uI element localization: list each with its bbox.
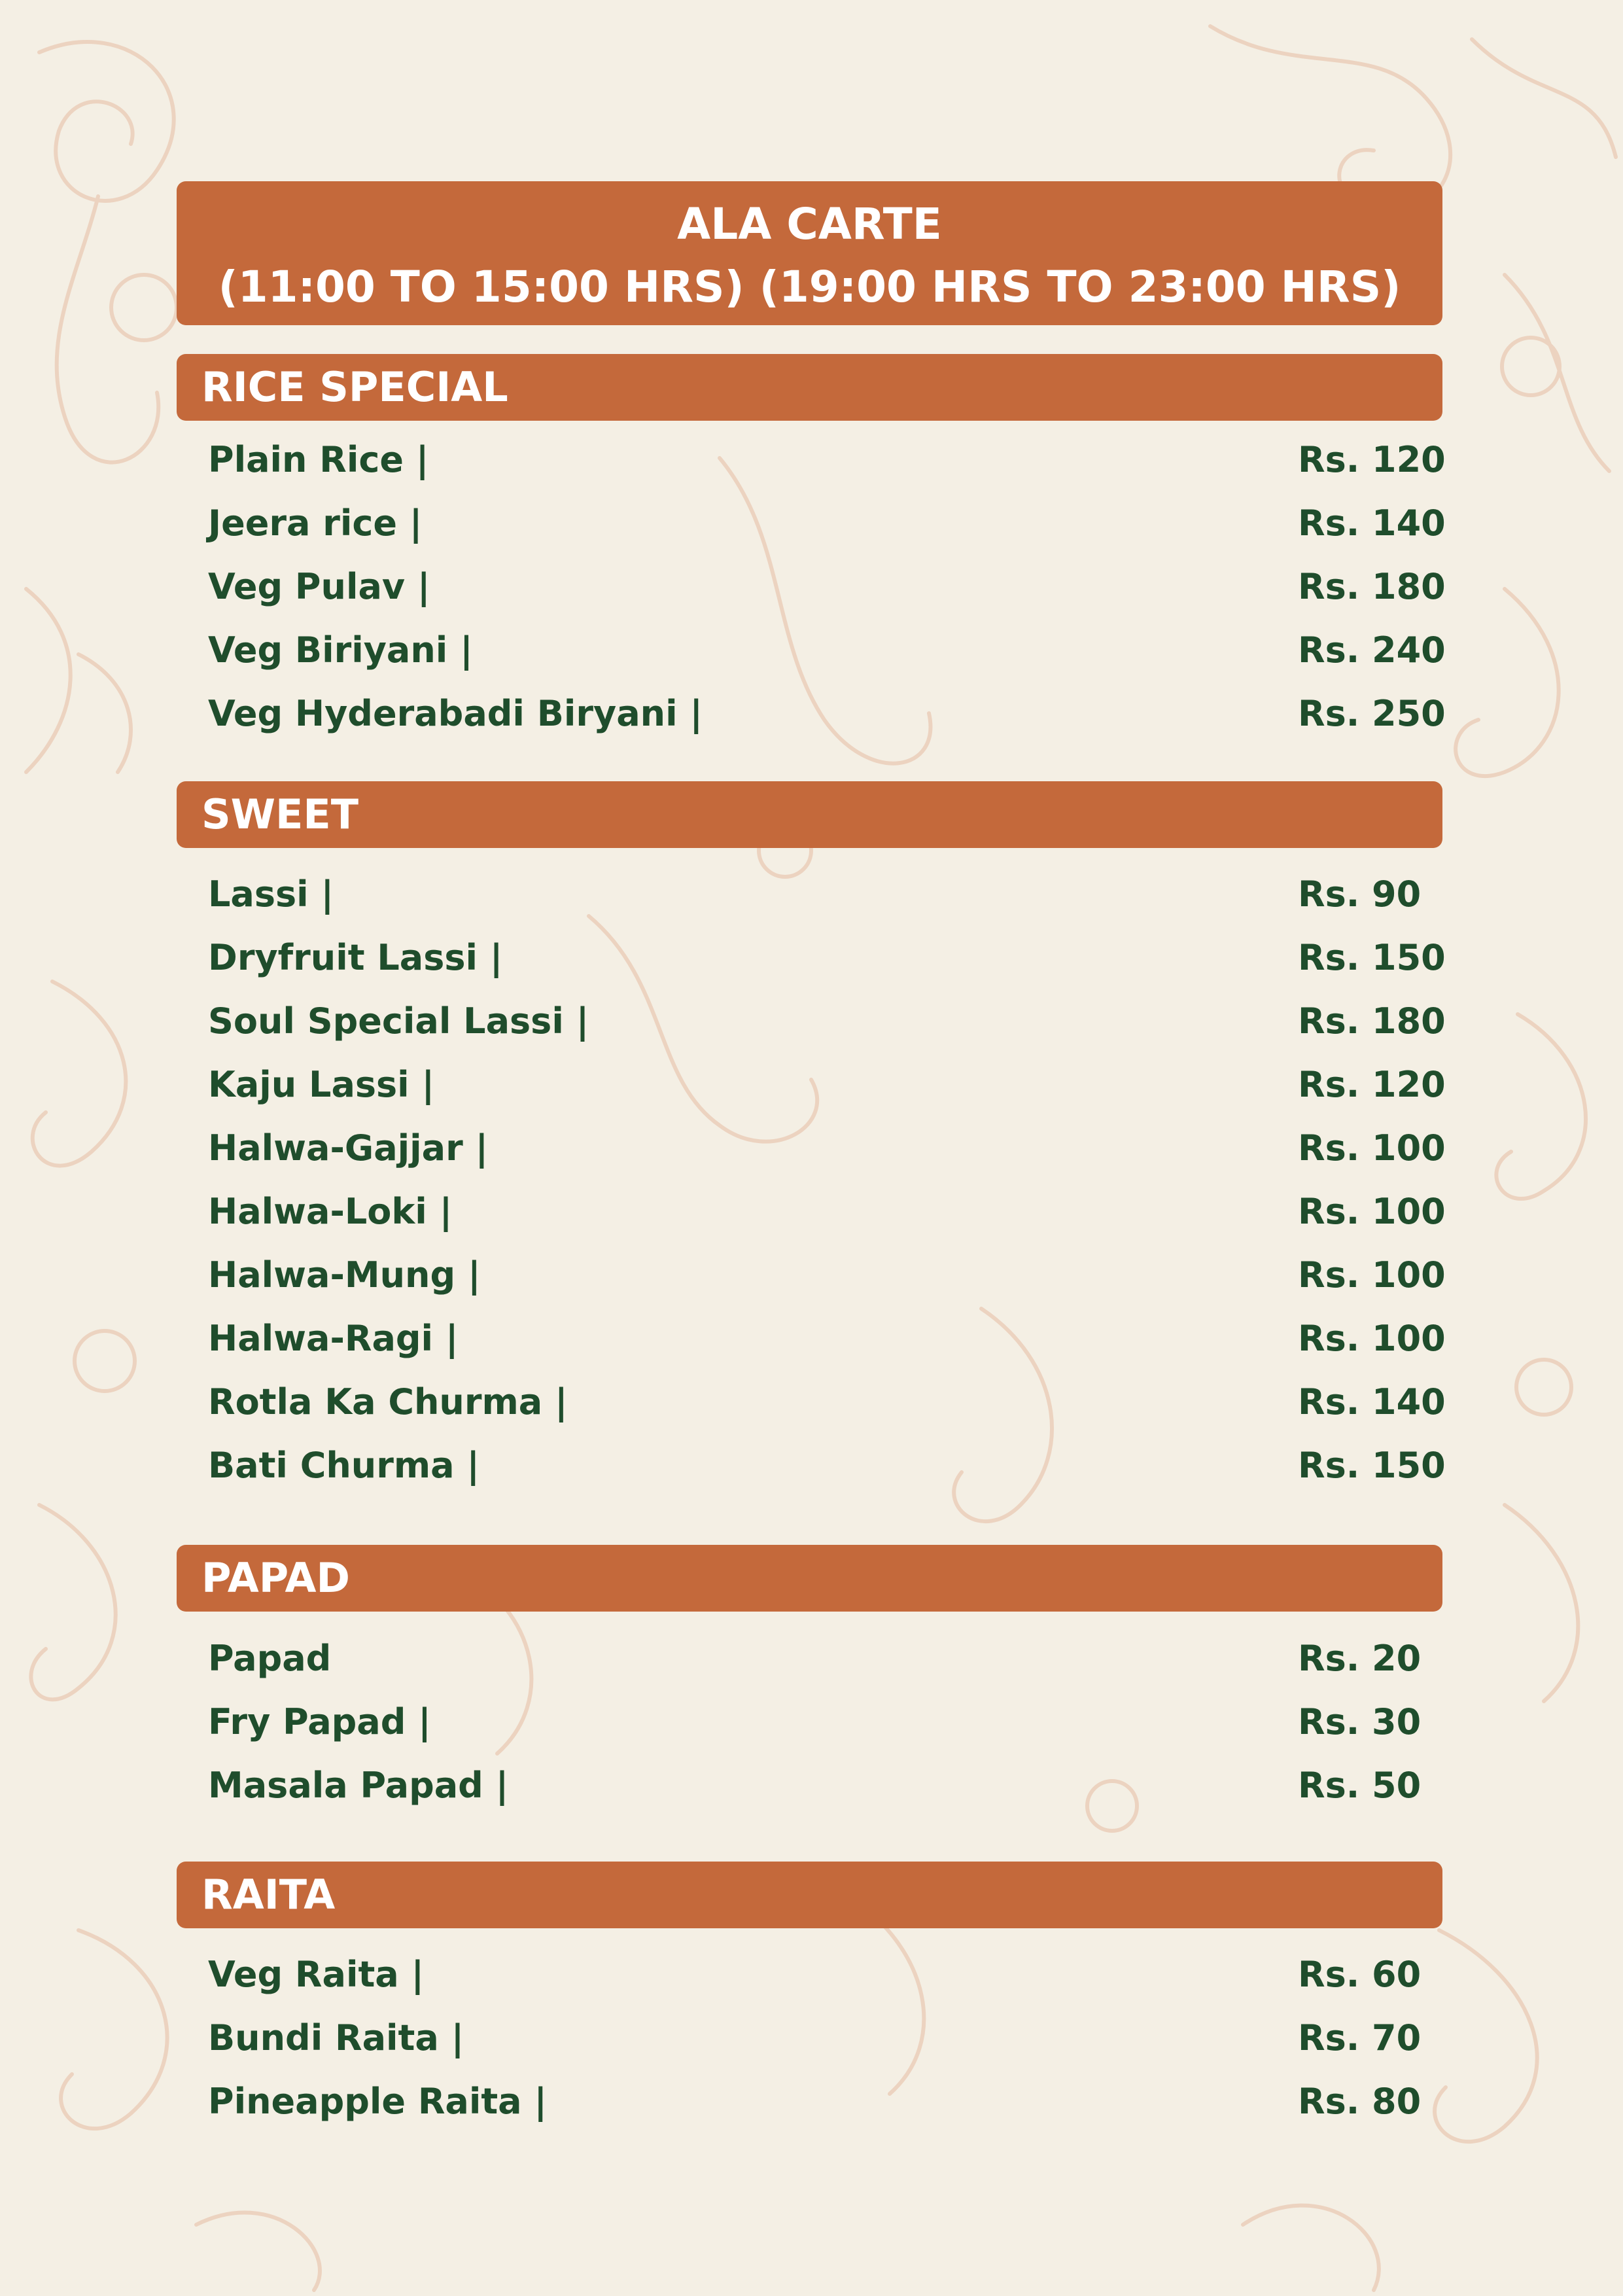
menu-item bbox=[208, 862, 1422, 926]
item-price: Rs. 100 bbox=[1298, 1254, 1446, 1296]
item-name: Halwa-Mung | bbox=[208, 1254, 481, 1296]
item-name: Bati Churma | bbox=[208, 1445, 480, 1486]
item-price: Rs. 180 bbox=[1298, 1000, 1446, 1042]
item-price: Rs. 50 bbox=[1298, 1765, 1422, 1806]
category-header-papad: PAPAD bbox=[177, 1545, 1442, 1612]
menu-item bbox=[208, 1690, 1422, 1754]
menu-item bbox=[208, 618, 1446, 682]
item-name: Veg Raita | bbox=[208, 1954, 425, 1995]
menu-item bbox=[208, 1307, 1446, 1370]
item-name: Bundi Raita | bbox=[208, 2017, 464, 2058]
category-header-raita: RAITA bbox=[177, 1862, 1442, 1928]
menu-item bbox=[208, 1116, 1446, 1180]
item-name: Soul Special Lassi | bbox=[208, 1000, 589, 1042]
item-price: Rs. 140 bbox=[1298, 1381, 1446, 1422]
item-name: Veg Biriyani | bbox=[208, 629, 473, 671]
item-price: Rs. 180 bbox=[1298, 566, 1446, 607]
item-name: Halwa-Loki | bbox=[208, 1191, 453, 1232]
menu-item bbox=[208, 2006, 1422, 2070]
item-price: Rs. 100 bbox=[1298, 1191, 1446, 1232]
menu-item bbox=[208, 989, 1446, 1053]
item-name: Halwa-Gajjar | bbox=[208, 1127, 489, 1169]
item-price: Rs. 250 bbox=[1298, 693, 1446, 734]
item-name: Rotla Ka Churma | bbox=[208, 1381, 568, 1422]
item-name: Papad bbox=[208, 1638, 332, 1679]
menu-hours: (11:00 TO 15:00 HRS) (19:00 HRS TO 23:00 HRS) bbox=[218, 262, 1401, 312]
menu-item bbox=[208, 1370, 1446, 1434]
item-name: Plain Rice | bbox=[208, 439, 429, 480]
item-name: Pineapple Raita | bbox=[208, 2081, 548, 2122]
item-name: Masala Papad | bbox=[208, 1765, 509, 1806]
item-name: Lassi | bbox=[208, 874, 334, 915]
menu-title-banner bbox=[177, 181, 1442, 325]
menu-title: ALA CARTE bbox=[677, 199, 942, 249]
category-header-sweet: SWEET bbox=[177, 781, 1442, 848]
menu-item bbox=[208, 682, 1446, 745]
menu-item bbox=[208, 1180, 1446, 1243]
category-header-rice-special: RICE SPECIAL bbox=[177, 354, 1442, 421]
item-name: Kaju Lassi | bbox=[208, 1064, 435, 1105]
menu-item bbox=[208, 428, 1446, 491]
menu-item bbox=[208, 926, 1446, 989]
item-name: Jeera rice | bbox=[208, 503, 423, 544]
menu-item bbox=[208, 1943, 1422, 2006]
menu-item bbox=[208, 555, 1446, 618]
menu-item bbox=[208, 1053, 1446, 1116]
item-price: Rs. 80 bbox=[1298, 2081, 1422, 2122]
item-price: Rs. 20 bbox=[1298, 1638, 1422, 1679]
item-price: Rs. 150 bbox=[1298, 1445, 1446, 1486]
item-price: Rs. 90 bbox=[1298, 874, 1422, 915]
item-price: Rs. 30 bbox=[1298, 1701, 1422, 1742]
menu-item bbox=[208, 1754, 1422, 1817]
item-price: Rs. 120 bbox=[1298, 1064, 1446, 1105]
menu-item bbox=[208, 1434, 1446, 1497]
menu-item bbox=[208, 1627, 1422, 1690]
item-price: Rs. 60 bbox=[1298, 1954, 1422, 1995]
item-name: Halwa-Ragi | bbox=[208, 1318, 459, 1359]
item-name: Dryfruit Lassi | bbox=[208, 937, 503, 978]
item-price: Rs. 100 bbox=[1298, 1127, 1446, 1169]
item-price: Rs. 120 bbox=[1298, 439, 1446, 480]
item-price: Rs. 240 bbox=[1298, 629, 1446, 671]
item-price: Rs. 70 bbox=[1298, 2017, 1422, 2058]
item-price: Rs. 150 bbox=[1298, 937, 1446, 978]
menu-item bbox=[208, 2070, 1422, 2133]
item-name: Veg Hyderabadi Biryani | bbox=[208, 693, 703, 734]
menu-item bbox=[208, 1243, 1446, 1307]
menu-item bbox=[208, 491, 1446, 555]
item-name: Fry Papad | bbox=[208, 1701, 431, 1742]
item-price: Rs. 100 bbox=[1298, 1318, 1446, 1359]
item-name: Veg Pulav | bbox=[208, 566, 430, 607]
item-price: Rs. 140 bbox=[1298, 503, 1446, 544]
